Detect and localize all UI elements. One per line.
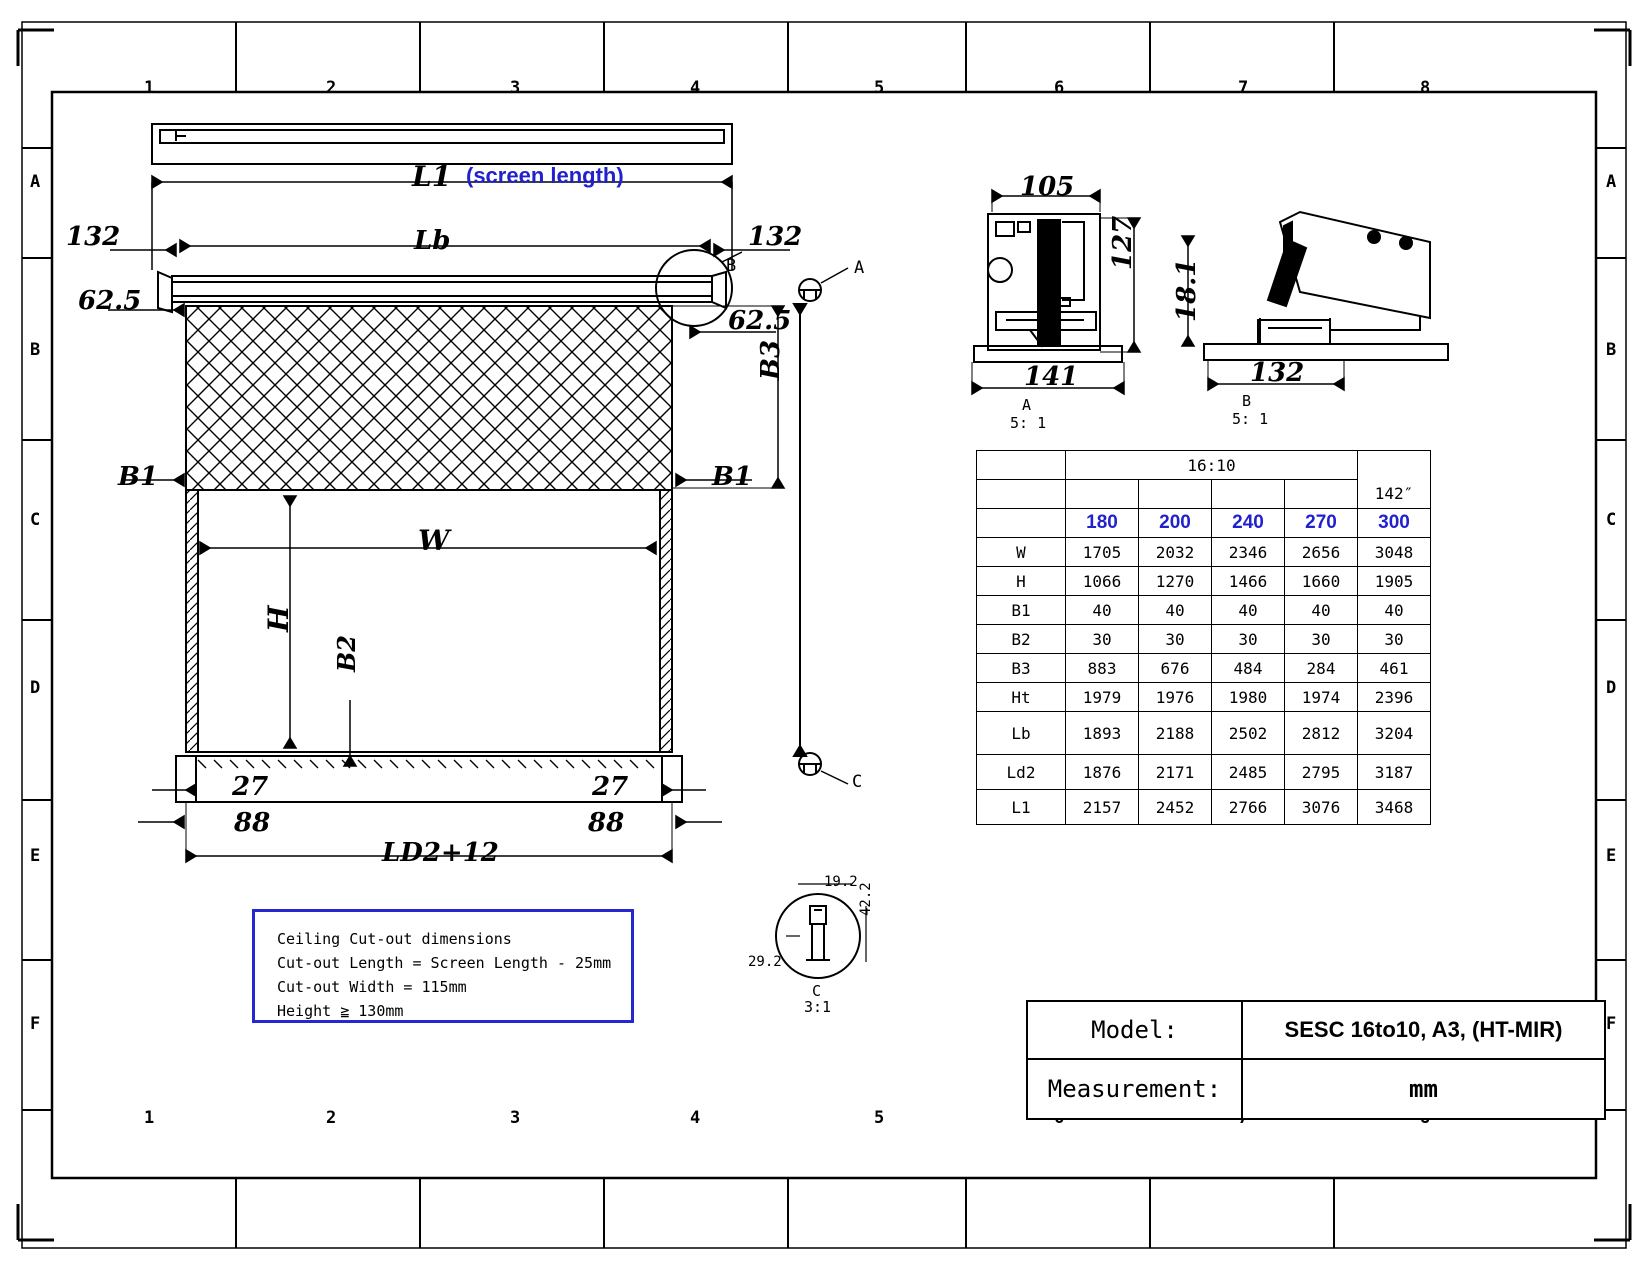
- dim-27-right: 27: [592, 772, 629, 802]
- dim-b2: B2: [332, 635, 361, 672]
- dim-62p5-left: 62.5: [78, 286, 142, 316]
- zone-row-d-left: D: [30, 678, 41, 698]
- spec-row-key-b1: B1: [977, 596, 1066, 625]
- spec-cell-b3-270: 284: [1285, 654, 1358, 683]
- spec-cell-b3-180: 883: [1066, 654, 1139, 683]
- zone-row-a-right: A: [1606, 172, 1617, 192]
- spec-cell-b1-300: 40: [1358, 596, 1431, 625]
- zone-row-e-right: E: [1606, 846, 1617, 866]
- spec-blank-left: [977, 480, 1066, 509]
- spec-cell-l1-300: 3468: [1358, 790, 1431, 825]
- zone-col-2-top: 2: [326, 78, 337, 98]
- spec-cell-h-240: 1466: [1212, 567, 1285, 596]
- detail-c-label: C: [812, 982, 822, 1000]
- detail-c-scale: 3:1: [804, 998, 832, 1016]
- detail-b-dim-18p1: 18.1: [1172, 258, 1202, 322]
- table-row: [977, 596, 1431, 625]
- spec-cell-h-200: 1270: [1139, 567, 1212, 596]
- callout-b-label: B: [726, 256, 737, 276]
- spec-cell-b3-240: 484: [1212, 654, 1285, 683]
- spec-cell-ht-200: 1976: [1139, 683, 1212, 712]
- spec-cell-b2-180: 30: [1066, 625, 1139, 654]
- cutout-note-line-4: Height ≧ 130mm: [277, 1002, 404, 1020]
- spec-cell-b1-270: 40: [1285, 596, 1358, 625]
- spec-cell-ht-300: 2396: [1358, 683, 1431, 712]
- measurement-value: mm: [1409, 1075, 1438, 1103]
- dim-b1-right: B1: [712, 462, 753, 492]
- detail-c-dim-19p2: 19.2: [824, 874, 858, 890]
- spec-cell-h-180: 1066: [1066, 567, 1139, 596]
- spec-cell-ld2-200: 2171: [1139, 755, 1212, 790]
- spec-cell-b1-180: 40: [1066, 596, 1139, 625]
- spec-cell-b2-270: 30: [1285, 625, 1358, 654]
- title-block-measurement-row: [1028, 1060, 1604, 1118]
- spec-cell-lb-200: 2188: [1139, 712, 1212, 755]
- zone-col-3-bottom: 3: [510, 1108, 521, 1128]
- table-row: [977, 567, 1431, 596]
- zone-row-d-right: D: [1606, 678, 1617, 698]
- table-row-inch: [977, 480, 1431, 509]
- table-row: [977, 654, 1431, 683]
- zone-col-5-bottom: 5: [874, 1108, 885, 1128]
- spec-row-key-h: H: [977, 567, 1066, 596]
- zone-row-a-left: A: [30, 172, 41, 192]
- table-row: [977, 790, 1431, 825]
- detail-b-scale: 5: 1: [1232, 410, 1269, 428]
- zone-col-4-top: 4: [690, 78, 701, 98]
- zone-col-1-bottom: 1: [144, 1108, 155, 1128]
- spec-cell-w-300: 3048: [1358, 538, 1431, 567]
- spec-cell-b2-200: 30: [1139, 625, 1212, 654]
- zone-col-3-top: 3: [510, 78, 521, 98]
- zone-row-c-left: C: [30, 510, 41, 530]
- zone-row-e-left: E: [30, 846, 41, 866]
- zone-col-7-top: 7: [1238, 78, 1249, 98]
- detail-a-label: A: [1022, 396, 1032, 414]
- spec-cell-ht-240: 1980: [1212, 683, 1285, 712]
- spec-cell-b3-200: 676: [1139, 654, 1212, 683]
- dim-h: H: [262, 605, 295, 632]
- zone-col-5-top: 5: [874, 78, 885, 98]
- zone-col-4-bottom: 4: [690, 1108, 701, 1128]
- detail-a-dim-127: 127: [1108, 215, 1138, 270]
- spec-cell-h-270: 1660: [1285, 567, 1358, 596]
- spec-cell-ld2-240: 2485: [1212, 755, 1285, 790]
- table-row: [977, 625, 1431, 654]
- measurement-label: Measurement:: [1028, 1060, 1243, 1118]
- table-row-sizes: [977, 509, 1431, 538]
- spec-blank-2: [1139, 480, 1212, 509]
- table-row-aspect: [977, 451, 1431, 480]
- spec-cell-lb-180: 1893: [1066, 712, 1139, 755]
- spec-size-240: 240: [1212, 509, 1285, 538]
- spec-cell-l1-240: 2766: [1212, 790, 1285, 825]
- spec-blank-corner: [977, 451, 1066, 480]
- dim-62p5-right: 62.5: [728, 306, 792, 336]
- spec-cell-b1-240: 40: [1212, 596, 1285, 625]
- spec-blank-1: [1066, 480, 1139, 509]
- callout-a-label: A: [854, 258, 865, 278]
- title-block-model-row: [1028, 1002, 1604, 1060]
- spec-size-header-blank: [977, 509, 1066, 538]
- spec-blank-topright: [1358, 451, 1431, 480]
- spec-cell-b2-240: 30: [1212, 625, 1285, 654]
- spec-cell-lb-270: 2812: [1285, 712, 1358, 755]
- spec-cell-lb-240: 2502: [1212, 712, 1285, 755]
- specification-table: [976, 450, 1431, 825]
- zone-col-1-top: 1: [144, 78, 155, 98]
- detail-b-dim-132: 132: [1250, 358, 1305, 388]
- spec-blank-3: [1212, 480, 1285, 509]
- spec-row-key-ht: Ht: [977, 683, 1066, 712]
- table-row: [977, 712, 1431, 755]
- spec-cell-l1-200: 2452: [1139, 790, 1212, 825]
- detail-a-scale: 5: 1: [1010, 414, 1047, 432]
- dim-ld2-plus-12: LD2+12: [382, 838, 499, 868]
- zone-col-8-top: 8: [1420, 78, 1431, 98]
- table-row: [977, 538, 1431, 567]
- dim-27-left: 27: [232, 772, 269, 802]
- spec-cell-lb-300: 3204: [1358, 712, 1431, 755]
- spec-size-200: 200: [1139, 509, 1212, 538]
- dim-l1: L1: [412, 160, 452, 193]
- ceiling-cutout-note: [252, 909, 634, 1023]
- zone-row-b-left: B: [30, 340, 41, 360]
- callout-c-label: C: [852, 772, 863, 792]
- zone-col-6-top: 6: [1054, 78, 1065, 98]
- table-row: [977, 755, 1431, 790]
- detail-b-label: B: [1242, 392, 1252, 410]
- cutout-note-line-1: Ceiling Cut-out dimensions: [277, 930, 512, 948]
- model-label: Model:: [1028, 1002, 1243, 1058]
- dim-w: W: [418, 524, 450, 557]
- inch-note-cell: 142″: [1358, 480, 1431, 509]
- detail-a-dim-105: 105: [1020, 172, 1075, 202]
- title-block: [1026, 1000, 1606, 1120]
- spec-row-key-b3: B3: [977, 654, 1066, 683]
- table-row: [977, 683, 1431, 712]
- spec-cell-w-270: 2656: [1285, 538, 1358, 567]
- detail-c-dim-29p2: 29.2: [748, 954, 782, 970]
- zone-row-f-right: F: [1606, 1014, 1617, 1034]
- zone-row-f-left: F: [30, 1014, 41, 1034]
- dim-88-left: 88: [234, 808, 271, 838]
- spec-cell-h-300: 1905: [1358, 567, 1431, 596]
- dim-b3: B3: [756, 339, 786, 380]
- spec-cell-ht-270: 1974: [1285, 683, 1358, 712]
- zone-row-c-right: C: [1606, 510, 1617, 530]
- spec-cell-b3-300: 461: [1358, 654, 1431, 683]
- spec-cell-w-180: 1705: [1066, 538, 1139, 567]
- spec-cell-l1-270: 3076: [1285, 790, 1358, 825]
- spec-cell-w-200: 2032: [1139, 538, 1212, 567]
- spec-cell-w-240: 2346: [1212, 538, 1285, 567]
- dim-132-left: 132: [66, 222, 121, 252]
- model-value: SESC 16to10, A3, (HT-MIR): [1284, 1017, 1563, 1042]
- dim-b1-left: B1: [118, 462, 159, 492]
- cutout-note-line-3: Cut-out Width = 115mm: [277, 978, 467, 996]
- screen-length-note: (screen length): [466, 163, 624, 188]
- spec-size-270: 270: [1285, 509, 1358, 538]
- zone-row-b-right: B: [1606, 340, 1617, 360]
- spec-row-key-b2: B2: [977, 625, 1066, 654]
- spec-row-key-ld2: Ld2: [977, 755, 1066, 790]
- spec-row-key-l1: L1: [977, 790, 1066, 825]
- detail-a-dim-141: 141: [1024, 362, 1079, 392]
- spec-cell-l1-180: 2157: [1066, 790, 1139, 825]
- spec-row-key-w: W: [977, 538, 1066, 567]
- spec-blank-4: [1285, 480, 1358, 509]
- dim-88-right: 88: [588, 808, 625, 838]
- detail-c-dim-42p2: 42.2: [858, 882, 874, 916]
- spec-cell-ld2-300: 3187: [1358, 755, 1431, 790]
- spec-cell-b1-200: 40: [1139, 596, 1212, 625]
- spec-row-key-lb: Lb: [977, 712, 1066, 755]
- dim-lb: Lb: [414, 226, 451, 256]
- dim-132-right: 132: [748, 222, 803, 252]
- aspect-ratio-cell: 16:10: [1066, 451, 1358, 480]
- spec-cell-b2-300: 30: [1358, 625, 1431, 654]
- zone-col-2-bottom: 2: [326, 1108, 337, 1128]
- spec-cell-ld2-270: 2795: [1285, 755, 1358, 790]
- cutout-note-line-2: Cut-out Length = Screen Length - 25mm: [277, 954, 612, 972]
- spec-cell-ld2-180: 1876: [1066, 755, 1139, 790]
- spec-size-180: 180: [1066, 509, 1139, 538]
- spec-cell-ht-180: 1979: [1066, 683, 1139, 712]
- spec-size-300: 300: [1358, 509, 1431, 538]
